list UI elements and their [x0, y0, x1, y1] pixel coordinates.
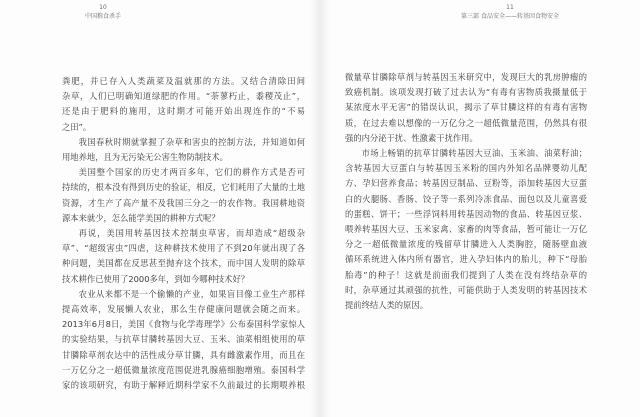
text-line: 草”、“超级害虫”四虐，这种耕技术使用了不到20年就出现了各 [62, 243, 305, 254]
text-line: 质，在过去难以想像的一万亿分之一超低微量范围，仍然具有很 [345, 117, 587, 128]
text-line: 白的火腿肠、香肠、饺子等一系列冷冻食品、面包以及儿童喜爱 [345, 193, 587, 204]
paragraph [62, 135, 305, 165]
text-line: 农业从来都不是一个偷懒的产业，如果盲目像工业生产那样 [78, 288, 305, 299]
paragraph [62, 74, 305, 135]
text-line: 用地养地，且为无污染无公害生物防制技术。 [62, 152, 228, 163]
text-line: 循环系统进入体内所有器官，进入孕妇体内的胎儿，种下“母胎 [345, 254, 587, 265]
text-line: 的实验结果，与抗草甘膦转基因大豆、玉米、油菜相组使用的草 [62, 334, 305, 345]
left-page-header [58, 3, 148, 21]
text-line: 提高效率，发展懒人农业，那么生存健康问题就会随之而来。 [62, 304, 305, 315]
text-line: 杂草，人们已明确知道绿肥的作用。“荼蓼朽止，黍稷茂止”， [62, 91, 305, 102]
text-line: 美国整个国家的历史才两百多年，它们的耕作方式是否可 [78, 167, 305, 178]
text-line: 提前终结人类的原因。 [345, 300, 428, 311]
text-line: 持续的，根本没有得到历史的验证，相反，它们耗用了大量的土地 [62, 182, 305, 193]
text-line: 再说，美国用转基因技术控制虫草害，而却造成“超级杂 [78, 228, 305, 239]
text-line: 之田”。 [62, 121, 92, 132]
text-line: 种问题，美国都在反思甚至抛弃这个技术，而中国人发明的除草 [62, 258, 305, 269]
text-line: 市场上畅销的抗草甘膦转基因大豆油、玉米油、油菜籽油； [361, 148, 587, 159]
text-line: 的蛋糕、饼干；一些浮饲料用转基因动物的食品、转基因豆浆、 [345, 208, 587, 219]
text-line: 含转基因大豆蛋白与转基因玉米粉的国内外知名品牌婴幼儿配 [345, 163, 587, 174]
text-line: 技术耕作已使用了2000多年，到如今哪种技术好？ [62, 273, 250, 284]
text-line: 还是由于肥料的施用，这时期才可能开始出现连作的“不易 [62, 106, 305, 117]
text-line: 源本来就少，怎么能学美国的耕种方式呢？ [62, 212, 220, 223]
right-page-header [455, 3, 565, 21]
text-line: 喂养转基因大豆、玉米家禽、家畜的肉等食品，暂可能让一万亿 [345, 224, 587, 235]
text-line: 方、孕妇营养食品；转基因豆制品、豆粉等，添加转基因大豆蛋 [345, 178, 587, 189]
running-head: 中国粮食杀手 [84, 13, 121, 20]
text-line: 甘膦除草剂农达中的活性成分草甘膦，具有雌激素作用，而且在 [62, 349, 305, 360]
text-line: 分之一超低微量浓度的残留草甘膦进入人类胸腔，随肠壁血液 [345, 239, 587, 250]
text-line: 致癌机制。该项发现打破了过去认为“有毒有害物质我摄量低于 [345, 87, 587, 98]
paragraph [62, 287, 305, 393]
left-text-column [62, 74, 305, 393]
text-line: 粪肥，并已存入人类蔬菜及温就那的方法。又结合清除田间 [62, 76, 305, 86]
page-number: 11 [506, 4, 514, 11]
page-number: 10 [99, 4, 107, 11]
paragraph [345, 70, 587, 146]
text-line: 微量草甘膦除草剂与转基因玉米研究中，发现巨大的乳房肿瘤的 [345, 72, 587, 82]
text-line: 2013年6月8日，美国《食物与化学毒理学》公布泰国科学家惊人 [62, 319, 305, 330]
right-text-column [345, 70, 587, 313]
text-line: 胎毒”的种子！这就是前面我们提到了人类在没有终结杂草的 [345, 269, 587, 280]
text-line: 家的该项研究，有助于解释近期科学家不久前最过的长期喂养根 [62, 380, 305, 391]
paragraph [62, 165, 305, 226]
text-line: 强的内分泌干扰、性激素干扰作用。 [345, 132, 478, 143]
text-line: 一万亿分之一超低微量浓度范围促进乳腺癌细胞增殖。泰国科学 [62, 364, 305, 375]
text-line: 时，杂草通过其顽强的抗性，可能供助于人类发明的转基因技术 [345, 284, 587, 295]
text-line: 某浓度水平无害”的错误认识，揭示了草甘膦这样的有毒有害物 [345, 102, 587, 113]
paragraph [62, 226, 305, 287]
running-head: 第三部 食品安全——转基因食物安全 [461, 13, 559, 20]
text-line: 资源，才生产了高产量不及我国三分之一的农作物。我国耕地资 [62, 197, 305, 208]
paragraph [345, 146, 587, 313]
text-line: 我国春秋时期就掌握了杂草和害虫的控制方法，并知道如何 [78, 136, 305, 147]
right-page [320, 0, 640, 417]
